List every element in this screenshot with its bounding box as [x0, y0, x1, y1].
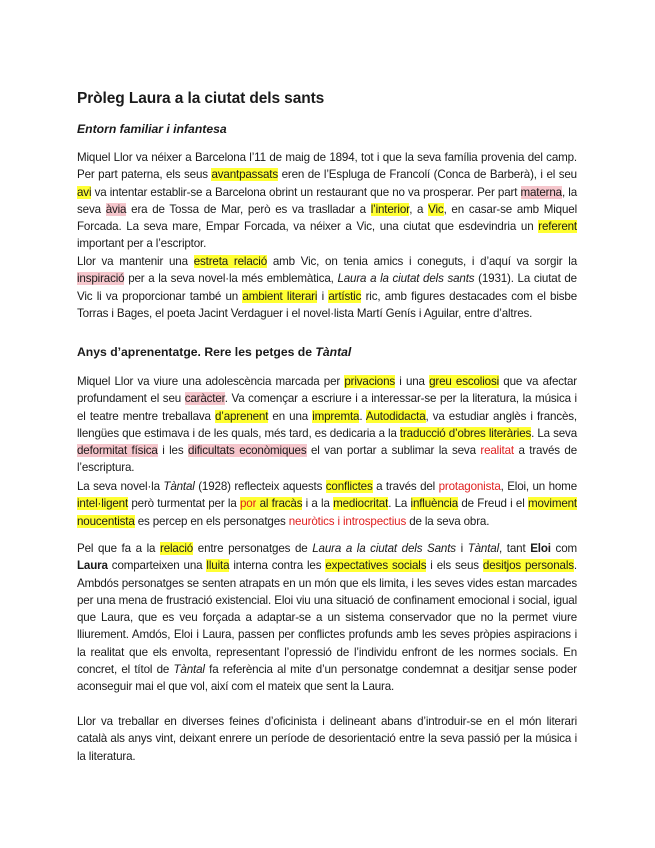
- p2-run: i: [317, 289, 329, 303]
- p2-run: Laura a la ciutat dels sants: [337, 272, 475, 286]
- p4-run: por: [239, 497, 257, 511]
- section-heading-entorn: Entorn familiar i infantesa: [77, 122, 227, 136]
- paragraph-6: [77, 713, 577, 765]
- p4-run: de la seva obra.: [406, 514, 490, 528]
- p3-run: , va estudiar anglès i francès, llengües que estimava i de les quals, més tard, es dedicaria a la: [77, 409, 577, 440]
- p3-run: dificultats econòmiques: [188, 444, 307, 458]
- p4-run: però turmentat per la: [128, 497, 240, 511]
- p3-run: en una: [268, 409, 313, 423]
- section-heading-anys: [77, 345, 351, 359]
- p3-run: Autodidacta: [365, 409, 426, 423]
- p3-run: . Va començar a escriure i a interessar-se per la literatura, la música i el teatre mentre treballava: [77, 392, 577, 423]
- p5-run: relació: [159, 542, 194, 555]
- p4-run: (1928) reflecteix aquests: [194, 480, 326, 493]
- p4-run: , Eloi, un home: [500, 480, 577, 493]
- p3-run: realitat: [480, 444, 514, 458]
- p2-run: artístic: [328, 289, 362, 303]
- p2-run: Llor va mantenir una: [77, 255, 194, 268]
- p1-run: Vic: [428, 202, 444, 216]
- p4-run: al fracàs: [256, 497, 303, 511]
- p5-run: entre personatges de: [193, 542, 313, 555]
- p2-run: per a la seva novel·la més emblemàtica,: [124, 272, 338, 286]
- p4-run: mediocritat: [333, 497, 389, 511]
- paragraph-2: [77, 253, 577, 322]
- p2-run: inspiració: [77, 272, 125, 286]
- p5-run: , tant: [499, 542, 531, 555]
- p5-run: Eloi: [530, 542, 551, 555]
- p5-run: com: [550, 542, 578, 555]
- p3-run: deformitat física: [77, 444, 158, 458]
- p3-run: impremta: [312, 409, 360, 423]
- p3-run: d’aprenent: [214, 409, 269, 423]
- p1-run: referent: [538, 220, 577, 234]
- paragraph-3: [77, 373, 577, 477]
- p5-run: Tàntal: [467, 542, 500, 555]
- p1-run: va intentar establir-se a Barcelona obrint un restaurant que no va prosperar. Per part: [91, 185, 521, 199]
- p1-run: avi: [77, 185, 92, 199]
- p2-run: ric, amb figures destacades com el bisbe Torras i Bages, el poeta Jacint Verdaguer i el novel·lista Martí Genís i Aguilar, entre d’altres.: [77, 289, 578, 320]
- p5-run: Laura: [77, 559, 108, 573]
- p3-run: greu escoliosi: [429, 375, 500, 388]
- p3-run: a través de l’escriptura.: [77, 444, 578, 475]
- p1-run: eren de l’Espluga de Francolí (Conca de Barberà), i el seu: [278, 168, 577, 182]
- paragraph-4: [77, 478, 577, 530]
- p4-run: de Freud i el: [458, 497, 528, 511]
- p2-run: (1931). La ciutat de Vic li va proporcionar també un: [77, 272, 577, 303]
- p1-run: era de Tossa de Mar, però es va traslladar a: [126, 202, 371, 216]
- p1-run: materna: [520, 185, 562, 199]
- section-heading-anys-italic: Tàntal: [315, 345, 352, 359]
- p2-run: ambient literari: [242, 289, 318, 303]
- p3-run: i les: [157, 444, 189, 458]
- p4-run: . La: [388, 497, 411, 511]
- p1-run: avantpassats: [211, 168, 278, 182]
- p6-run: Llor va treballar en diverses feines d’oficinista i delineant abans d’introduir-se en el món literari català als anys vint, deixant enrere un període de desorientació entre la seva passió per la música i la literatura.: [77, 715, 577, 763]
- p2-run: amb Vic, on tenia amics i coneguts, i d’aquí va sorgir la: [267, 255, 578, 268]
- p5-run: fa referència al mite d’un personatge condemnat a desitjar sense poder aconseguir mai el que vol, així com el mateix que sent la Laura.: [77, 663, 577, 694]
- p1-run: Miquel Llor va néixer a Barcelona l’11 de maig de 1894, tot i que la seva família provenia del camp. Per part paterna, els seus: [77, 151, 577, 182]
- p4-run: La seva novel·la: [77, 480, 164, 493]
- document-title: Pròleg Laura a la ciutat dels sants: [77, 90, 325, 107]
- p1-run: , en casar-se amb Miquel Forcada. La seva mare, Empar Forcada, va néixer a Vic, una ciutat que esdevindria un: [77, 202, 577, 234]
- p4-run: es percep en els personatges: [134, 514, 289, 528]
- p5-run: interna contra les: [229, 559, 326, 573]
- p5-run: i els seus: [426, 559, 483, 573]
- p4-run: conflictes: [325, 480, 373, 493]
- p3-run: Miquel Llor va viure una adolescència marcada per: [77, 375, 345, 388]
- p4-run: intel·ligent: [77, 497, 129, 511]
- p3-run: privacions: [344, 375, 396, 388]
- paragraph-1: [77, 149, 577, 253]
- p4-run: influència: [410, 497, 459, 511]
- p1-run: important per a l’escriptor.: [77, 237, 207, 251]
- p3-run: i una: [395, 375, 430, 388]
- p5-run: comparteixen una: [107, 559, 207, 573]
- p5-run: desitjos personals: [482, 559, 574, 573]
- paragraph-5: [77, 540, 577, 696]
- p4-run: Tàntal: [163, 480, 195, 493]
- p4-run: i a la: [302, 497, 334, 511]
- p5-run: lluita: [206, 559, 230, 573]
- p4-run: protagonista: [438, 480, 501, 493]
- p4-run: moviment noucentista: [77, 497, 578, 528]
- section-heading-anys-text: Anys d’aprenentatge. Rere les petges de: [77, 345, 316, 359]
- p5-run: expectatives socials: [325, 559, 427, 573]
- p5-run: Laura a la ciutat dels Sants: [312, 542, 456, 555]
- p3-run: .: [359, 409, 366, 423]
- p3-run: caràcter: [184, 392, 225, 406]
- p3-run: . La seva: [531, 426, 577, 440]
- p5-run: Tàntal: [173, 663, 205, 677]
- p4-run: neuròtics i introspectius: [288, 514, 407, 528]
- p4-run: a través del: [372, 480, 439, 493]
- p1-run: , a: [409, 202, 429, 216]
- p3-run: el van portar a sublimar la seva: [306, 444, 481, 458]
- p1-run: àvia: [105, 202, 127, 216]
- p2-run: estreta relació: [193, 255, 268, 268]
- p3-run: que va afectar profundament el seu: [77, 375, 577, 406]
- p1-run: , la seva: [77, 185, 577, 216]
- p1-run: l’interior: [370, 202, 410, 216]
- p3-run: traducció d’obres literàries: [399, 426, 532, 440]
- p5-run: i: [455, 542, 468, 555]
- p5-run: . Ambdós personatges se senten atrapats en un món que els limita, i les seves vides estan marcades per una mena de frustració existencial. Eloi viu una situació de confinament emocional i social, igual que Laura, que es veu forçada a adaptar-se a un sistema conservador que no la permet viure lliurement. Amdós, Eloi i Laura, passen per conflictes profunds amb les seves pròpies aspiracions i la realitat que els envolta, representant l’opressió de l’individu enfront de les normes socials. En concret, el títol de: [77, 559, 577, 677]
- p5-run: Pel que fa a la: [77, 542, 160, 555]
